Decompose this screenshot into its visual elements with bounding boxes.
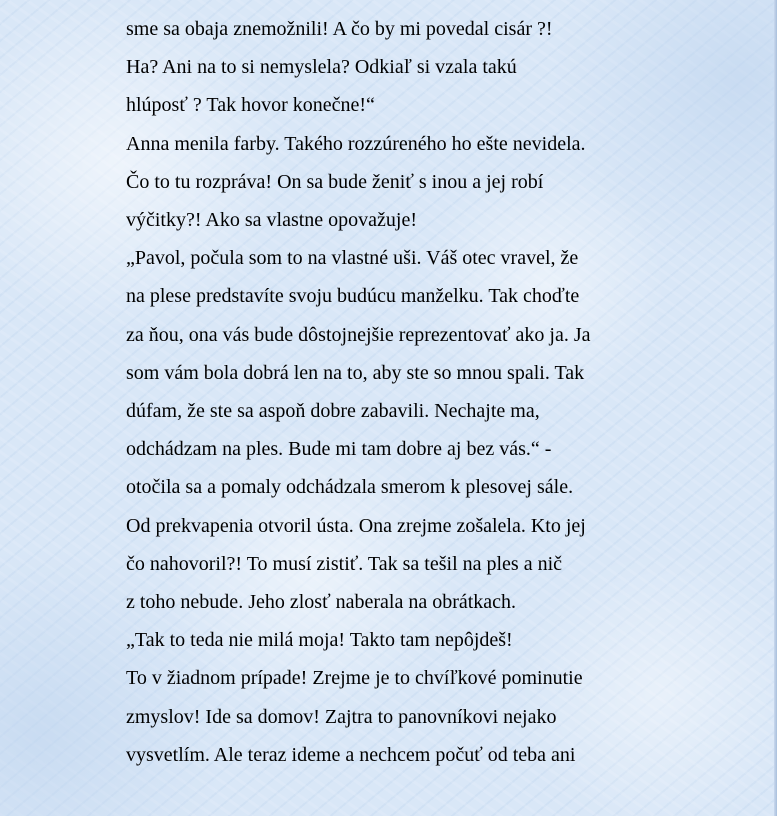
text-line-13: otočila sa a pomaly odchádzala smerom k plesovej sále. <box>126 476 574 499</box>
text-line-17: „Tak to teda nie milá moja! Takto tam nepôjdeš! <box>126 629 513 652</box>
text-line-11: dúfam, že ste sa aspoň dobre zabavili. Nechajte ma, <box>126 400 540 423</box>
text-line-19: zmyslov! Ide sa domov! Zajtra to panovníkovi nejako <box>126 705 557 728</box>
text-line-1: sme sa obaja znemožnili! A čo by mi povedal cisár ?! <box>126 18 553 40</box>
text-line-4: Anna menila farby. Takého rozzúreného ho ešte nevidela. <box>126 132 586 155</box>
text-line-8: na plese predstavíte svoju budúcu manželku. Tak choďte <box>126 285 580 308</box>
text-line-20: vysvetlím. Ale teraz ideme a nechcem počuť od teba ani <box>126 743 576 766</box>
text-line-14: Od prekvapenia otvoril ústa. Ona zrejme zošalela. Kto jej <box>126 514 586 537</box>
text-line-10: som vám bola dobrá len na to, aby ste so mnou spali. Tak <box>126 361 585 384</box>
text-line-12: odchádzam na ples. Bude mi tam dobre aj bez vás.“ - <box>126 438 552 461</box>
text-line-7: „Pavol, počula som to na vlastné uši. Váš otec vravel, že <box>126 247 579 270</box>
text-line-15: čo nahovoril?! To musí zistiť. Tak sa tešil na ples a nič <box>126 552 563 575</box>
text-line-18: To v žiadnom prípade! Zrejme je to chvíľkové pominutie <box>126 667 583 690</box>
story-text <box>126 10 686 774</box>
text-line-9: za ňou, ona vás bude dôstojnejšie reprezentovať ako ja. Ja <box>126 323 591 346</box>
text-line-6: výčitky?! Ako sa vlastne opovažuje! <box>126 209 418 232</box>
text-line-5: Čo to tu rozpráva! On sa bude ženiť s inou a jej robí <box>126 170 544 193</box>
text-line-2: Ha? Ani na to si nemyslela? Odkiaľ si vzala takú <box>126 56 517 79</box>
text-line-3: hlúposť ? Tak hovor konečne!“ <box>126 94 375 117</box>
text-line-16: z toho nebude. Jeho zlosť naberala na obrátkach. <box>126 591 517 614</box>
